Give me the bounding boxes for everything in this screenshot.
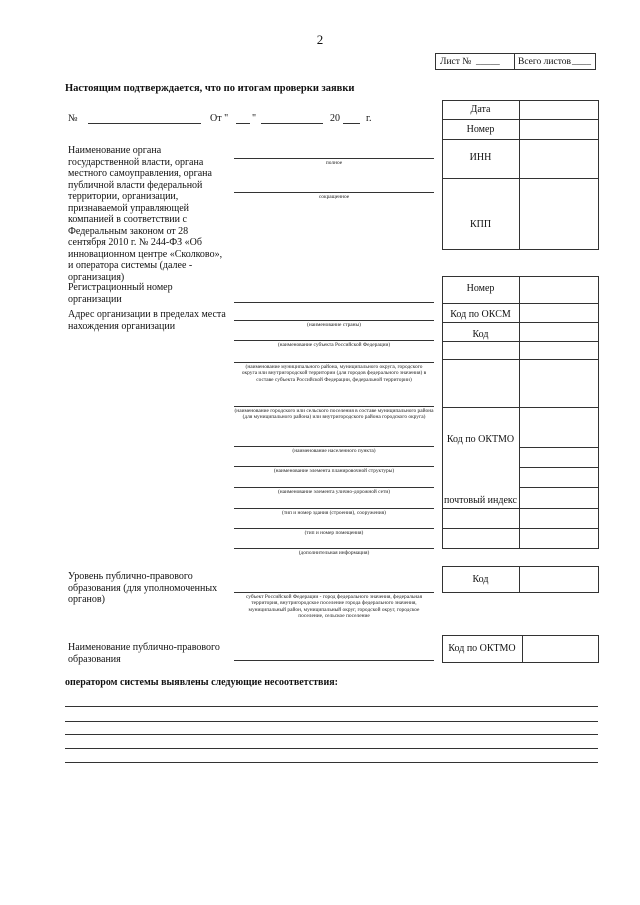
year-prefix: 20 (330, 113, 340, 124)
locality-caption: (наименование населенного пункта) (292, 448, 376, 454)
country-caption: (наименование страны) (307, 322, 361, 328)
number-label: Номер (466, 124, 495, 135)
total-blank: ____ (572, 57, 591, 67)
note-line-5 (65, 762, 598, 763)
settlement-caption: (наименование городского или сельского поселения в составе муниципального района (для муниципального района) или внутригородского района городского округа) (234, 408, 434, 421)
address-label: Адрес организации в пределах места нахождения организации (68, 309, 226, 332)
note-line-3 (65, 734, 598, 735)
app-number-label: № (68, 113, 78, 124)
note-line-4 (65, 748, 598, 749)
ppo-name-label: Наименование публично-правового образования (68, 642, 220, 665)
postal-label: почтовый индекс (444, 495, 517, 506)
kpp-label: КПП (469, 219, 492, 230)
sheet-number-box (435, 53, 515, 70)
quote-close: " (252, 113, 257, 124)
full-name-caption: полное (325, 160, 343, 166)
level-code-label: Код (472, 574, 489, 585)
note-line-2 (65, 721, 598, 722)
level-caption: субъект Российской Федерации - город федерального значения, федеральная территория, внутригородское поселение города федерального значения, муниципальный район, муниципальный округ, городской округ, городское поселение, сельское поселение (245, 594, 423, 620)
month-line (261, 123, 323, 124)
room-caption: (тип и номер помещения) (304, 530, 364, 536)
building-caption: (тип и номер здания (строения), сооружения) (282, 510, 386, 516)
code-label: Код (472, 329, 489, 340)
reg-number-line (234, 302, 434, 303)
year-suffix: г. (366, 113, 372, 124)
inn-label: ИНН (469, 152, 492, 163)
reg-number-cell: Номер (466, 283, 495, 294)
total-sheets-box (515, 53, 596, 70)
full-name-line (234, 158, 434, 159)
date-label: Дата (470, 104, 491, 115)
street-caption: (наименование элемента улично-дорожной сети) (277, 489, 391, 495)
ppo-oktmo-label: Код по ОКТМО (448, 643, 516, 654)
total-label: Всего листов (518, 57, 571, 67)
year-line (343, 123, 360, 124)
oksm-label: Код по ОКСМ (450, 309, 511, 320)
org-name-label: Наименование органа государственной власти, органа местного самоуправления, органа публичной власти федеральной территории, организации, признаваемой управляющей компанией в соответствии с Федеральным законом от 28 сентября 2010 г. № 244-ФЗ «Об инновационном центре «Сколково», и оператора системы (далее - организация) (68, 145, 223, 283)
planning-caption: (наименование элемента планировочной структуры) (273, 468, 395, 474)
page-title: Настоящим подтверждается, что по итогам проверки заявки (65, 83, 355, 94)
short-name-line (234, 192, 434, 193)
extra-caption: (дополнительная информация) (298, 550, 370, 556)
from-label: От " (210, 113, 229, 124)
operator-text: оператором системы выявлены следующие несоответствия: (65, 677, 338, 688)
day-line (236, 123, 250, 124)
app-number-line (88, 123, 201, 124)
sheet-label: Лист № (440, 57, 472, 67)
note-line-1 (65, 706, 598, 707)
reg-number-label: Регистрационный номер организации (68, 282, 173, 305)
sheet-blank: _____ (476, 57, 500, 67)
municipal-caption: (наименование муниципального района, муниципального округа, городского округа или внутригородской территории (для городов федерального значения) в составе субъекта Российской Федерации, федеральной территории) (241, 364, 427, 383)
level-label: Уровень публично-правового образования (для уполномоченных органов) (68, 571, 218, 605)
short-name-caption: сокращенное (318, 194, 350, 200)
page-number: 2 (316, 32, 324, 47)
oktmo-label: Код по ОКТМО (446, 434, 515, 445)
subject-caption: (наименование субъекта Российской Федерации) (277, 342, 391, 348)
